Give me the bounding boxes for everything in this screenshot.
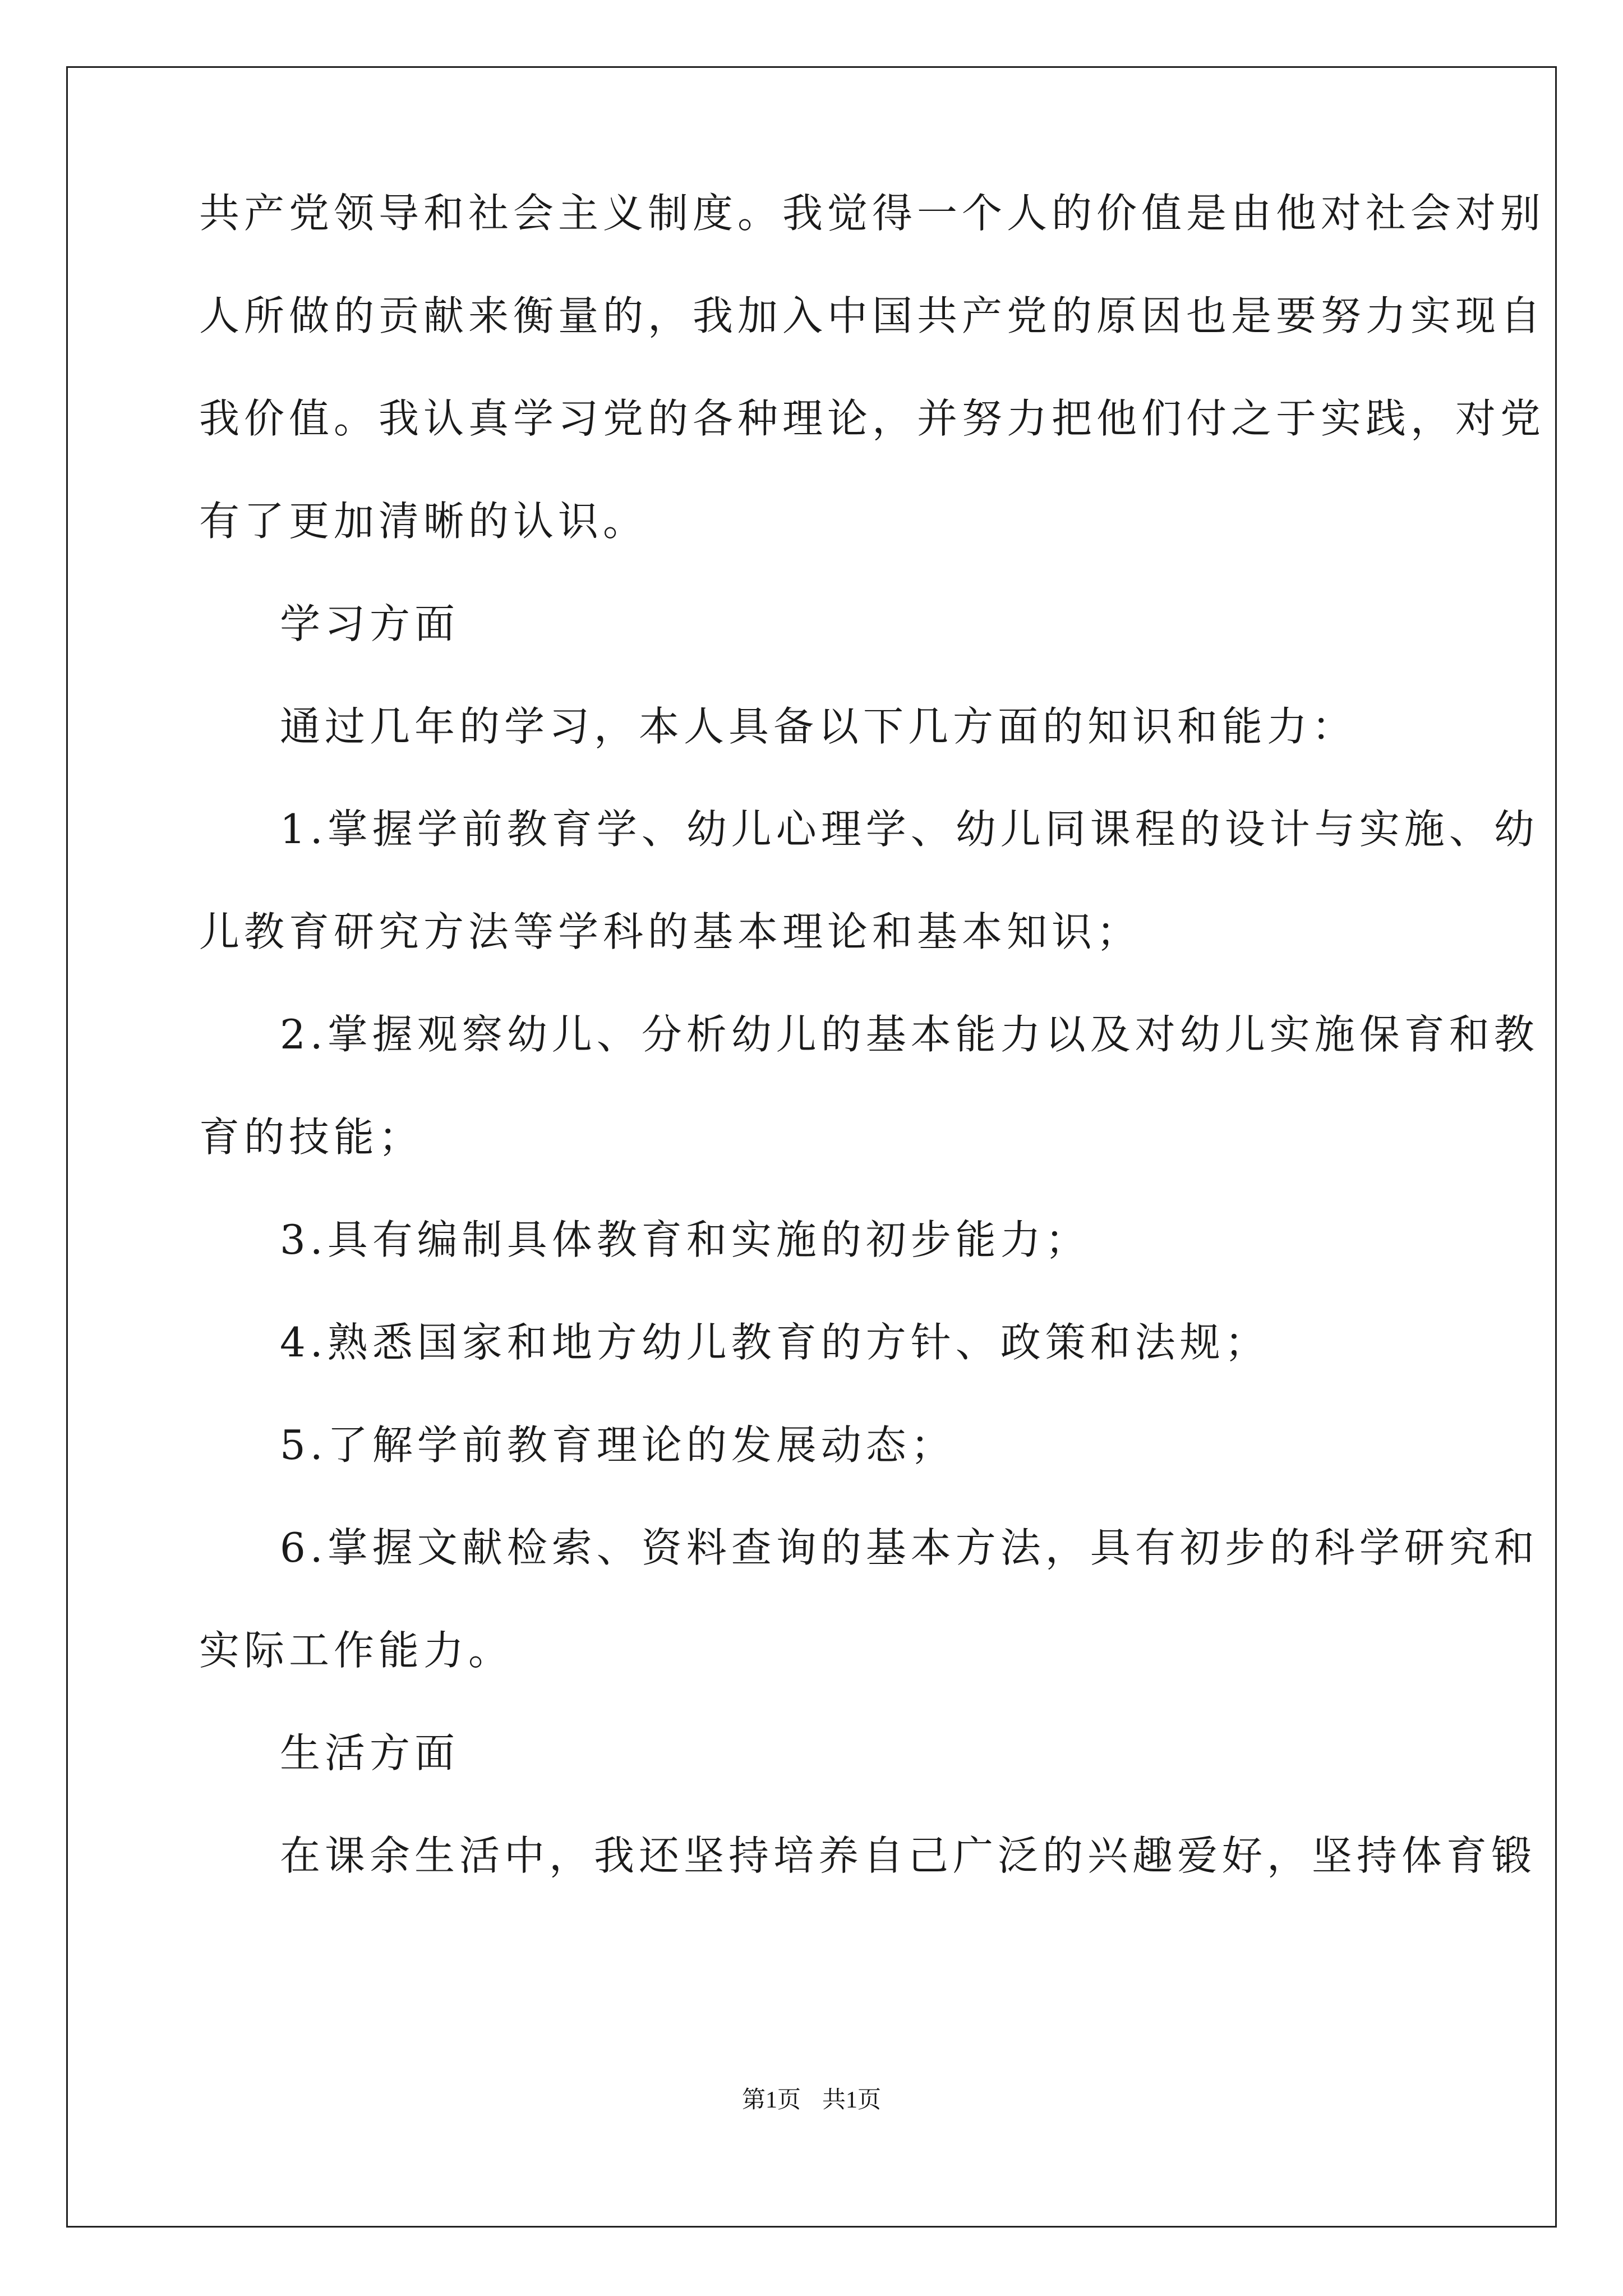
section-heading: 生活方面 — [280, 1729, 460, 1777]
paragraph-line: 我价值。我认真学习党的各种理论，并努力把他们付之于实践，对党 — [199, 395, 1546, 442]
page-number: 第1页 — [741, 2087, 801, 2113]
list-item: 5.了解学前教育理论的发展动态； — [280, 1421, 956, 1469]
list-item: 4.熟悉国家和地方幼儿教育的方针、政策和法规； — [280, 1319, 1270, 1366]
section-heading: 学习方面 — [280, 600, 460, 647]
list-item: 1.掌握学前教育学、幼儿心理学、幼儿同课程的设计与实施、幼 — [280, 806, 1539, 853]
list-item-continuation: 实际工作能力。 — [199, 1627, 514, 1674]
paragraph-line: 人所做的贡献来衡量的，我加入中国共产党的原因也是要努力实现自 — [199, 292, 1546, 339]
list-item: 6.掌握文献检索、资料查询的基本方法，具有初步的科学研究和 — [280, 1524, 1539, 1571]
list-item: 3.具有编制具体教育和实施的初步能力； — [280, 1216, 1090, 1263]
list-item-continuation: 育的技能； — [199, 1114, 424, 1161]
page-total: 共1页 — [822, 2087, 882, 2113]
page-footer — [0, 2081, 1623, 2115]
paragraph-line: 在课余生活中，我还坚持培养自己广泛的兴趣爱好，坚持体育锻 — [280, 1832, 1537, 1879]
paragraph-line: 有了更加清晰的认识。 — [199, 498, 648, 545]
paragraph-line: 通过几年的学习，本人具备以下几方面的知识和能力： — [280, 703, 1357, 750]
list-item: 2.掌握观察幼儿、分析幼儿的基本能力以及对幼儿实施保育和教 — [280, 1011, 1539, 1058]
list-item-continuation: 儿教育研究方法等学科的基本理论和基本知识； — [199, 908, 1142, 955]
paragraph-line: 共产党领导和社会主义制度。我觉得一个人的价值是由他对社会对别 — [199, 190, 1546, 237]
